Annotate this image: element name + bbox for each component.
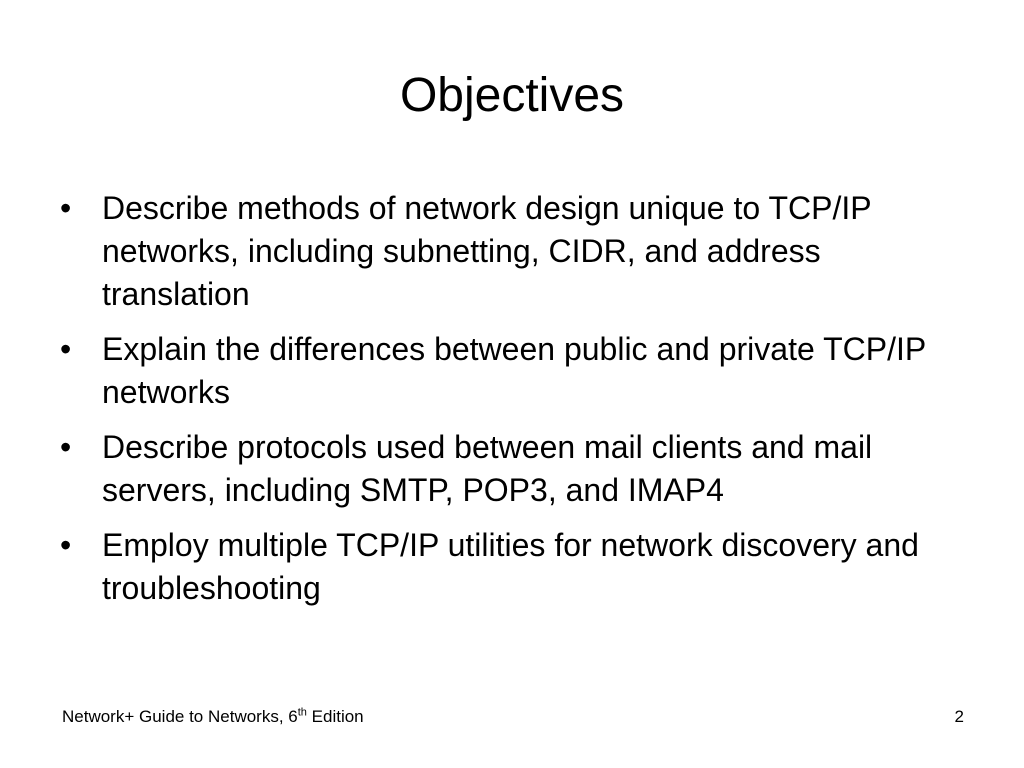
bullet-icon: • <box>60 527 72 563</box>
bullet-text: Describe methods of network design unique to TCP/IP networks, including subnetting, CIDR, and address translation <box>102 190 872 312</box>
footer-title-suffix: Edition <box>306 707 364 726</box>
bullet-text: Describe protocols used between mail clients and mail servers, including SMTP, POP3, and IMAP4 <box>102 429 873 508</box>
objectives-list <box>60 187 960 622</box>
bullet-icon: • <box>60 190 72 226</box>
list-item <box>60 187 960 316</box>
bullet-icon: • <box>60 429 72 465</box>
list-item <box>60 328 960 414</box>
bullet-text: Employ multiple TCP/IP utilities for network discovery and troubleshooting <box>102 527 919 606</box>
footer-title-superscript: th <box>297 706 307 719</box>
footer-title-prefix: Network+ Guide to Networks, 6 <box>62 707 298 726</box>
bullet-icon: • <box>60 331 72 367</box>
list-item <box>60 426 960 512</box>
slide-title: Objectives <box>399 69 625 122</box>
footer-book-title <box>62 706 364 728</box>
bullet-text: Explain the differences between public and private TCP/IP networks <box>102 331 926 410</box>
list-item <box>60 524 960 610</box>
page-number: 2 <box>954 707 964 726</box>
